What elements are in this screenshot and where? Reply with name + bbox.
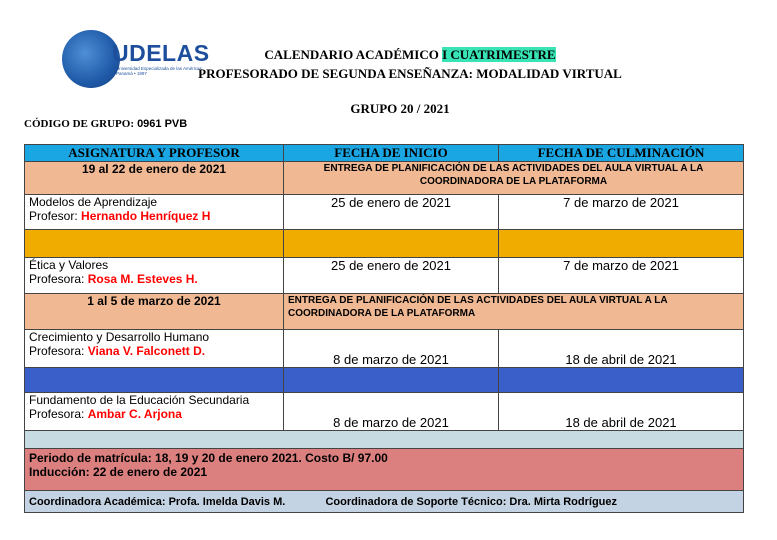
group-code bbox=[24, 118, 187, 130]
professor-label: Profesora: bbox=[29, 344, 88, 358]
start-date: 8 de marzo de 2021 bbox=[284, 393, 499, 431]
start-date: 8 de marzo de 2021 bbox=[284, 330, 499, 368]
subject-cell bbox=[25, 393, 284, 431]
page-subtitle: PROFESORADO DE SEGUNDA ENSEÑANZA: MODALIDAD VIRTUAL bbox=[198, 66, 622, 81]
footer-cell bbox=[25, 491, 744, 513]
milestone-date: 1 al 5 de marzo de 2021 bbox=[25, 294, 284, 330]
subject-name: Ética y Valores bbox=[29, 258, 109, 272]
professor-label: Profesor: bbox=[29, 209, 82, 223]
end-date: 18 de abril de 2021 bbox=[499, 330, 744, 368]
professor-name: Viana V. Falconett D. bbox=[87, 344, 206, 358]
group-title: GRUPO 20 / 2021 bbox=[350, 101, 450, 116]
title-prefix: CALENDARIO ACADÉMICO bbox=[264, 47, 443, 62]
professor-label: Profesora: bbox=[29, 272, 88, 286]
professor-name: Rosa M. Esteves H. bbox=[87, 272, 198, 286]
table-row bbox=[25, 195, 744, 230]
professor-label: Profesora: bbox=[29, 407, 88, 421]
subject-cell bbox=[25, 258, 284, 294]
separator-row bbox=[25, 431, 744, 449]
professor-name: Hernando Henríquez H bbox=[81, 209, 211, 223]
enrollment-period: Periodo de matrícula: 18, 19 y 20 de enero 2021. Costo B/ 97.00 bbox=[29, 451, 388, 465]
column-header: ASIGNATURA Y PROFESOR bbox=[25, 145, 284, 162]
logo-subtitle-line2: Panamá • 1997 bbox=[116, 71, 147, 76]
subject-cell bbox=[25, 195, 284, 230]
end-date: 7 de marzo de 2021 bbox=[499, 258, 744, 294]
professor bbox=[29, 344, 279, 358]
professor bbox=[29, 407, 279, 421]
start-date: 25 de enero de 2021 bbox=[284, 258, 499, 294]
logo-subtitle-line1: Universidad Especializada de las Américas bbox=[116, 66, 202, 71]
end-date: 7 de marzo de 2021 bbox=[499, 195, 744, 230]
milestone-note: ENTREGA DE PLANIFICACIÓN DE LAS ACTIVIDADES DEL AULA VIRTUAL A LA COORDINADORA DE LA PLATAFORMA bbox=[284, 294, 744, 330]
table-row bbox=[25, 393, 744, 431]
table-row bbox=[25, 330, 744, 368]
subject-name: Modelos de Aprendizaje bbox=[29, 195, 158, 209]
column-header: FECHA DE INICIO bbox=[284, 145, 499, 162]
group-code-value: 0961 PVB bbox=[137, 118, 188, 130]
separator-row bbox=[25, 230, 744, 258]
milestone-row bbox=[25, 162, 744, 195]
group-code-label: CÓDIGO DE GRUPO: bbox=[24, 118, 134, 130]
end-date: 18 de abril de 2021 bbox=[499, 393, 744, 431]
milestone-row bbox=[25, 294, 744, 330]
professor-name: Ambar C. Arjona bbox=[87, 407, 182, 421]
professor bbox=[29, 272, 279, 286]
technical-coordinator: Coordinadora de Soporte Técnico: Dra. Mirta Rodríguez bbox=[325, 495, 617, 508]
column-header: FECHA DE CULMINACIÓN bbox=[499, 145, 744, 162]
separator-row bbox=[25, 368, 744, 393]
info-row bbox=[25, 449, 744, 491]
induction-date: Inducción: 22 de enero de 2021 bbox=[29, 465, 208, 479]
start-date: 25 de enero de 2021 bbox=[284, 195, 499, 230]
footer-row bbox=[25, 491, 744, 513]
logo-text: UDELAS bbox=[112, 40, 210, 66]
table-header bbox=[25, 145, 744, 162]
table-row bbox=[25, 258, 744, 294]
academic-coordinator: Coordinadora Académica: Profa. Imelda Davis M. bbox=[29, 495, 286, 508]
milestone-note: ENTREGA DE PLANIFICACIÓN DE LAS ACTIVIDADES DEL AULA VIRTUAL A LA COORDINADORA DE LA PLATAFORMA bbox=[284, 162, 744, 195]
professor bbox=[29, 209, 279, 223]
page-title bbox=[150, 47, 670, 63]
subject-name: Fundamento de la Educación Secundaria bbox=[29, 393, 250, 407]
milestone-date: 19 al 22 de enero de 2021 bbox=[25, 162, 284, 195]
calendar-table bbox=[24, 144, 744, 513]
subject-cell bbox=[25, 330, 284, 368]
info-cell bbox=[25, 449, 744, 491]
subject-name: Crecimiento y Desarrollo Humano bbox=[29, 330, 210, 344]
title-highlight: I CUATRIMESTRE bbox=[442, 47, 556, 62]
